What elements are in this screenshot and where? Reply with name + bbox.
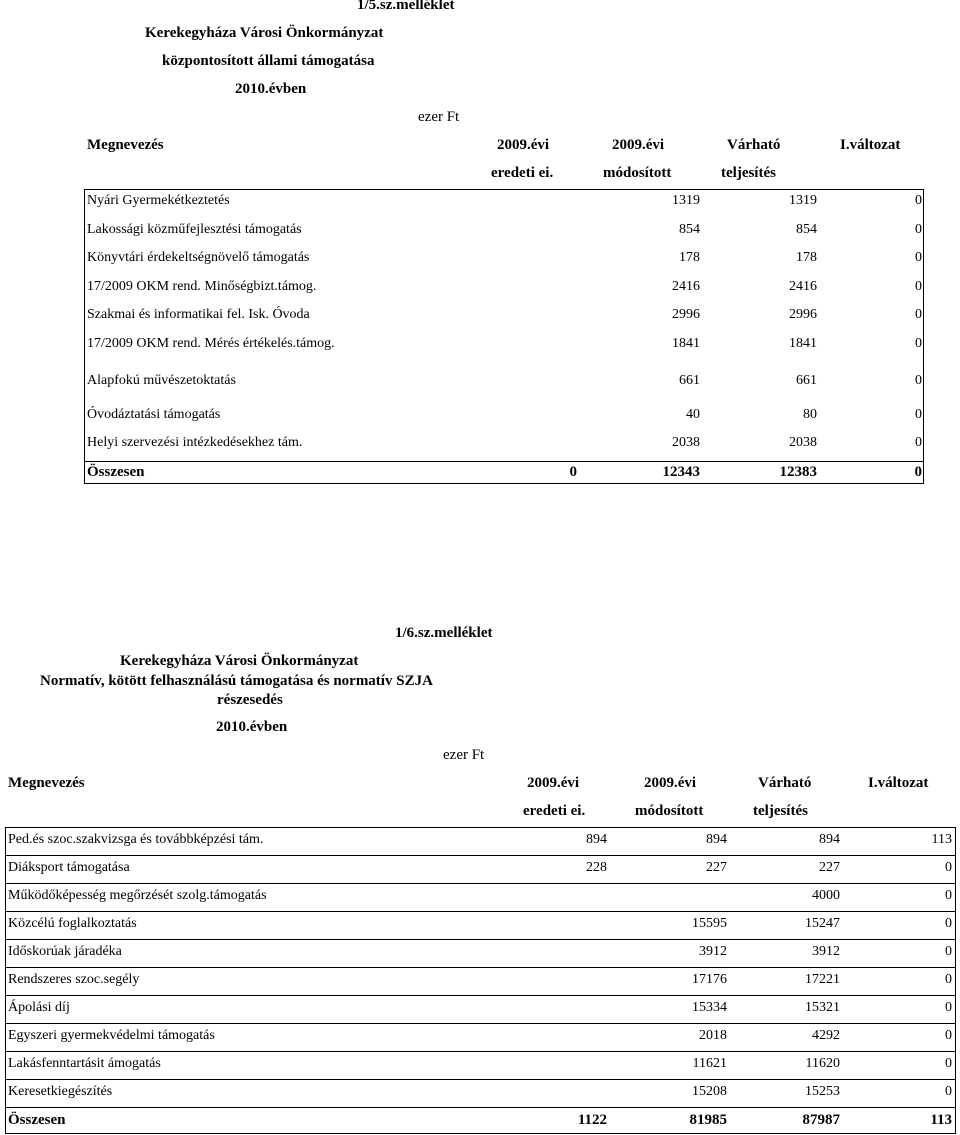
doc1-title-line-3: 2010.évben: [235, 81, 307, 97]
doc2-header-c3a: Várható: [758, 775, 812, 791]
table-cell: 0: [915, 407, 922, 422]
table-cell: 15595: [692, 916, 727, 931]
table-cell: 2038: [789, 435, 817, 450]
table-cell: 15334: [692, 1000, 727, 1015]
table-row-name: Működőképesség megőrzését szolg.támogatás: [8, 888, 267, 903]
table-row-name: 17/2009 OKM rend. Mérés értékelés.támog.: [87, 336, 335, 351]
doc1-header-c1a: 2009.évi: [497, 137, 550, 153]
doc2-header-c2a: 2009.évi: [644, 775, 697, 791]
table-cell: 2018: [699, 1028, 727, 1043]
table-row-name: Keresetkiegészítés: [8, 1084, 113, 1099]
table-cell: 661: [796, 373, 817, 388]
total-row-label: Összesen: [8, 1112, 66, 1128]
doc2-title-line-2: Normatív, kötött felhasználású támogatása és normatív SZJA: [40, 673, 433, 689]
doc2-unit-label: ezer Ft: [443, 747, 485, 763]
table-cell: 17176: [692, 972, 727, 987]
doc2-header-name: Megnevezés: [8, 775, 85, 791]
total-cell: 87987: [802, 1112, 840, 1128]
table-cell: 4292: [812, 1028, 840, 1043]
table-row-name: Óvodáztatási támogatás: [87, 407, 221, 422]
table-cell: 0: [945, 1084, 952, 1099]
table-cell: 854: [796, 222, 817, 237]
table-cell: 0: [945, 860, 952, 875]
table-row-name: Időskorúak járadéka: [8, 944, 122, 959]
table-cell: 1319: [672, 193, 700, 208]
table-row-name: Ped.és szoc.szakvizsga és továbbképzési tám.: [8, 832, 264, 847]
doc2-header-c1a: 2009.évi: [527, 775, 580, 791]
table-cell: 0: [945, 1000, 952, 1015]
table-row-name: Lakásfenntartásit ámogatás: [8, 1056, 161, 1071]
table-row-name: Nyári Gyermekétkeztetés: [87, 193, 230, 208]
doc1-title-line-1: Kerekegyháza Városi Önkormányzat: [145, 25, 384, 41]
table-row-name: Alapfokú művészetoktatás: [87, 373, 236, 388]
annex-label-1: 1/5.sz.melléklet: [357, 0, 455, 13]
table-cell: 2038: [672, 435, 700, 450]
doc2-title-line-1: Kerekegyháza Városi Önkormányzat: [120, 653, 359, 669]
table-cell: 227: [706, 860, 727, 875]
total-cell: 113: [930, 1112, 952, 1128]
table-cell: 2416: [672, 279, 700, 294]
doc1-header-c2b: módosított: [603, 165, 672, 181]
table-cell: 11621: [692, 1056, 727, 1071]
table-cell: 0: [915, 435, 922, 450]
table-cell: 15247: [805, 916, 840, 931]
table-cell: 1841: [672, 336, 700, 351]
doc2-header-c3b: teljesítés: [753, 803, 808, 819]
total-cell: 0: [914, 464, 922, 480]
total-cell: 12343: [662, 464, 700, 480]
table-cell: 0: [945, 916, 952, 931]
total-row-label: Összesen: [87, 464, 145, 480]
doc2-title-line-4: 2010.évben: [216, 719, 288, 735]
table-row-name: Közcélú foglalkoztatás: [8, 916, 137, 931]
doc1-header-c3a: Várható: [727, 137, 781, 153]
table-cell: 0: [945, 1056, 952, 1071]
doc1-title-line-2: központosított állami támogatása: [162, 53, 375, 69]
total-cell: 81985: [689, 1112, 727, 1128]
table-row-name: Egyszeri gyermekvédelmi támogatás: [8, 1028, 215, 1043]
table-cell: 228: [586, 860, 607, 875]
table-cell: 11620: [805, 1056, 840, 1071]
table-row-name: Helyi szervezési intézkedésekhez tám.: [87, 435, 303, 450]
table-cell: 1319: [789, 193, 817, 208]
table-cell: 227: [819, 860, 840, 875]
doc1-header-c3b: teljesítés: [721, 165, 776, 181]
total-cell: 12383: [779, 464, 817, 480]
table-cell: 2996: [672, 307, 700, 322]
table-cell: 0: [915, 336, 922, 351]
table-cell: 17221: [805, 972, 840, 987]
table-cell: 178: [679, 250, 700, 265]
doc1-header-c2a: 2009.évi: [612, 137, 665, 153]
table-cell: 15253: [805, 1084, 840, 1099]
table-cell: 40: [686, 407, 700, 422]
table-cell: 113: [931, 832, 952, 847]
table-row-name: Diáksport támogatása: [8, 860, 130, 875]
table-row-name: 17/2009 OKM rend. Minőségbizt.támog.: [87, 279, 317, 294]
table-cell: 3912: [812, 944, 840, 959]
table-cell: 0: [915, 250, 922, 265]
doc1-header-c1b: eredeti ei.: [491, 165, 554, 181]
table-cell: 661: [679, 373, 700, 388]
table-cell: 894: [706, 832, 727, 847]
doc2-header-c1b: eredeti ei.: [523, 803, 586, 819]
table-row-name: Rendszeres szoc.segély: [8, 972, 140, 987]
total-cell: 1122: [577, 1112, 607, 1128]
table-row-name: Lakossági közműfejlesztési támogatás: [87, 222, 302, 237]
table-cell: 0: [945, 888, 952, 903]
total-cell: 0: [569, 464, 577, 480]
table-cell: 0: [945, 972, 952, 987]
table-cell: 15208: [692, 1084, 727, 1099]
table-cell: 0: [945, 944, 952, 959]
table-cell: 854: [679, 222, 700, 237]
table-cell: 894: [586, 832, 607, 847]
table-cell: 2416: [789, 279, 817, 294]
table-cell: 4000: [812, 888, 840, 903]
table-cell: 0: [945, 1028, 952, 1043]
table-cell: 178: [796, 250, 817, 265]
doc1-header-c4a: I.változat: [840, 137, 901, 153]
table-row-name: Ápolási díj: [8, 1000, 70, 1015]
table-row-name: Könyvtári érdekeltségnövelő támogatás: [87, 250, 310, 265]
table-cell: 0: [915, 222, 922, 237]
table-cell: 15321: [805, 1000, 840, 1015]
table-cell: 0: [915, 279, 922, 294]
doc2-header-c2b: módosított: [635, 803, 704, 819]
doc1-header-name: Megnevezés: [87, 137, 164, 153]
table-cell: 1841: [789, 336, 817, 351]
table-cell: 0: [915, 373, 922, 388]
doc2-header-c4a: I.változat: [868, 775, 929, 791]
table-cell: 894: [819, 832, 840, 847]
table-cell: 3912: [699, 944, 727, 959]
table-cell: 2996: [789, 307, 817, 322]
table-row-name: Szakmai és informatikai fel. Isk. Óvoda: [87, 307, 310, 322]
table-cell: 0: [915, 307, 922, 322]
doc1-unit-label: ezer Ft: [418, 109, 460, 125]
table-cell: 0: [915, 193, 922, 208]
doc2-title-line-3: részesedés: [217, 692, 283, 708]
annex-label-2: 1/6.sz.melléklet: [395, 625, 493, 641]
table-cell: 80: [803, 407, 817, 422]
